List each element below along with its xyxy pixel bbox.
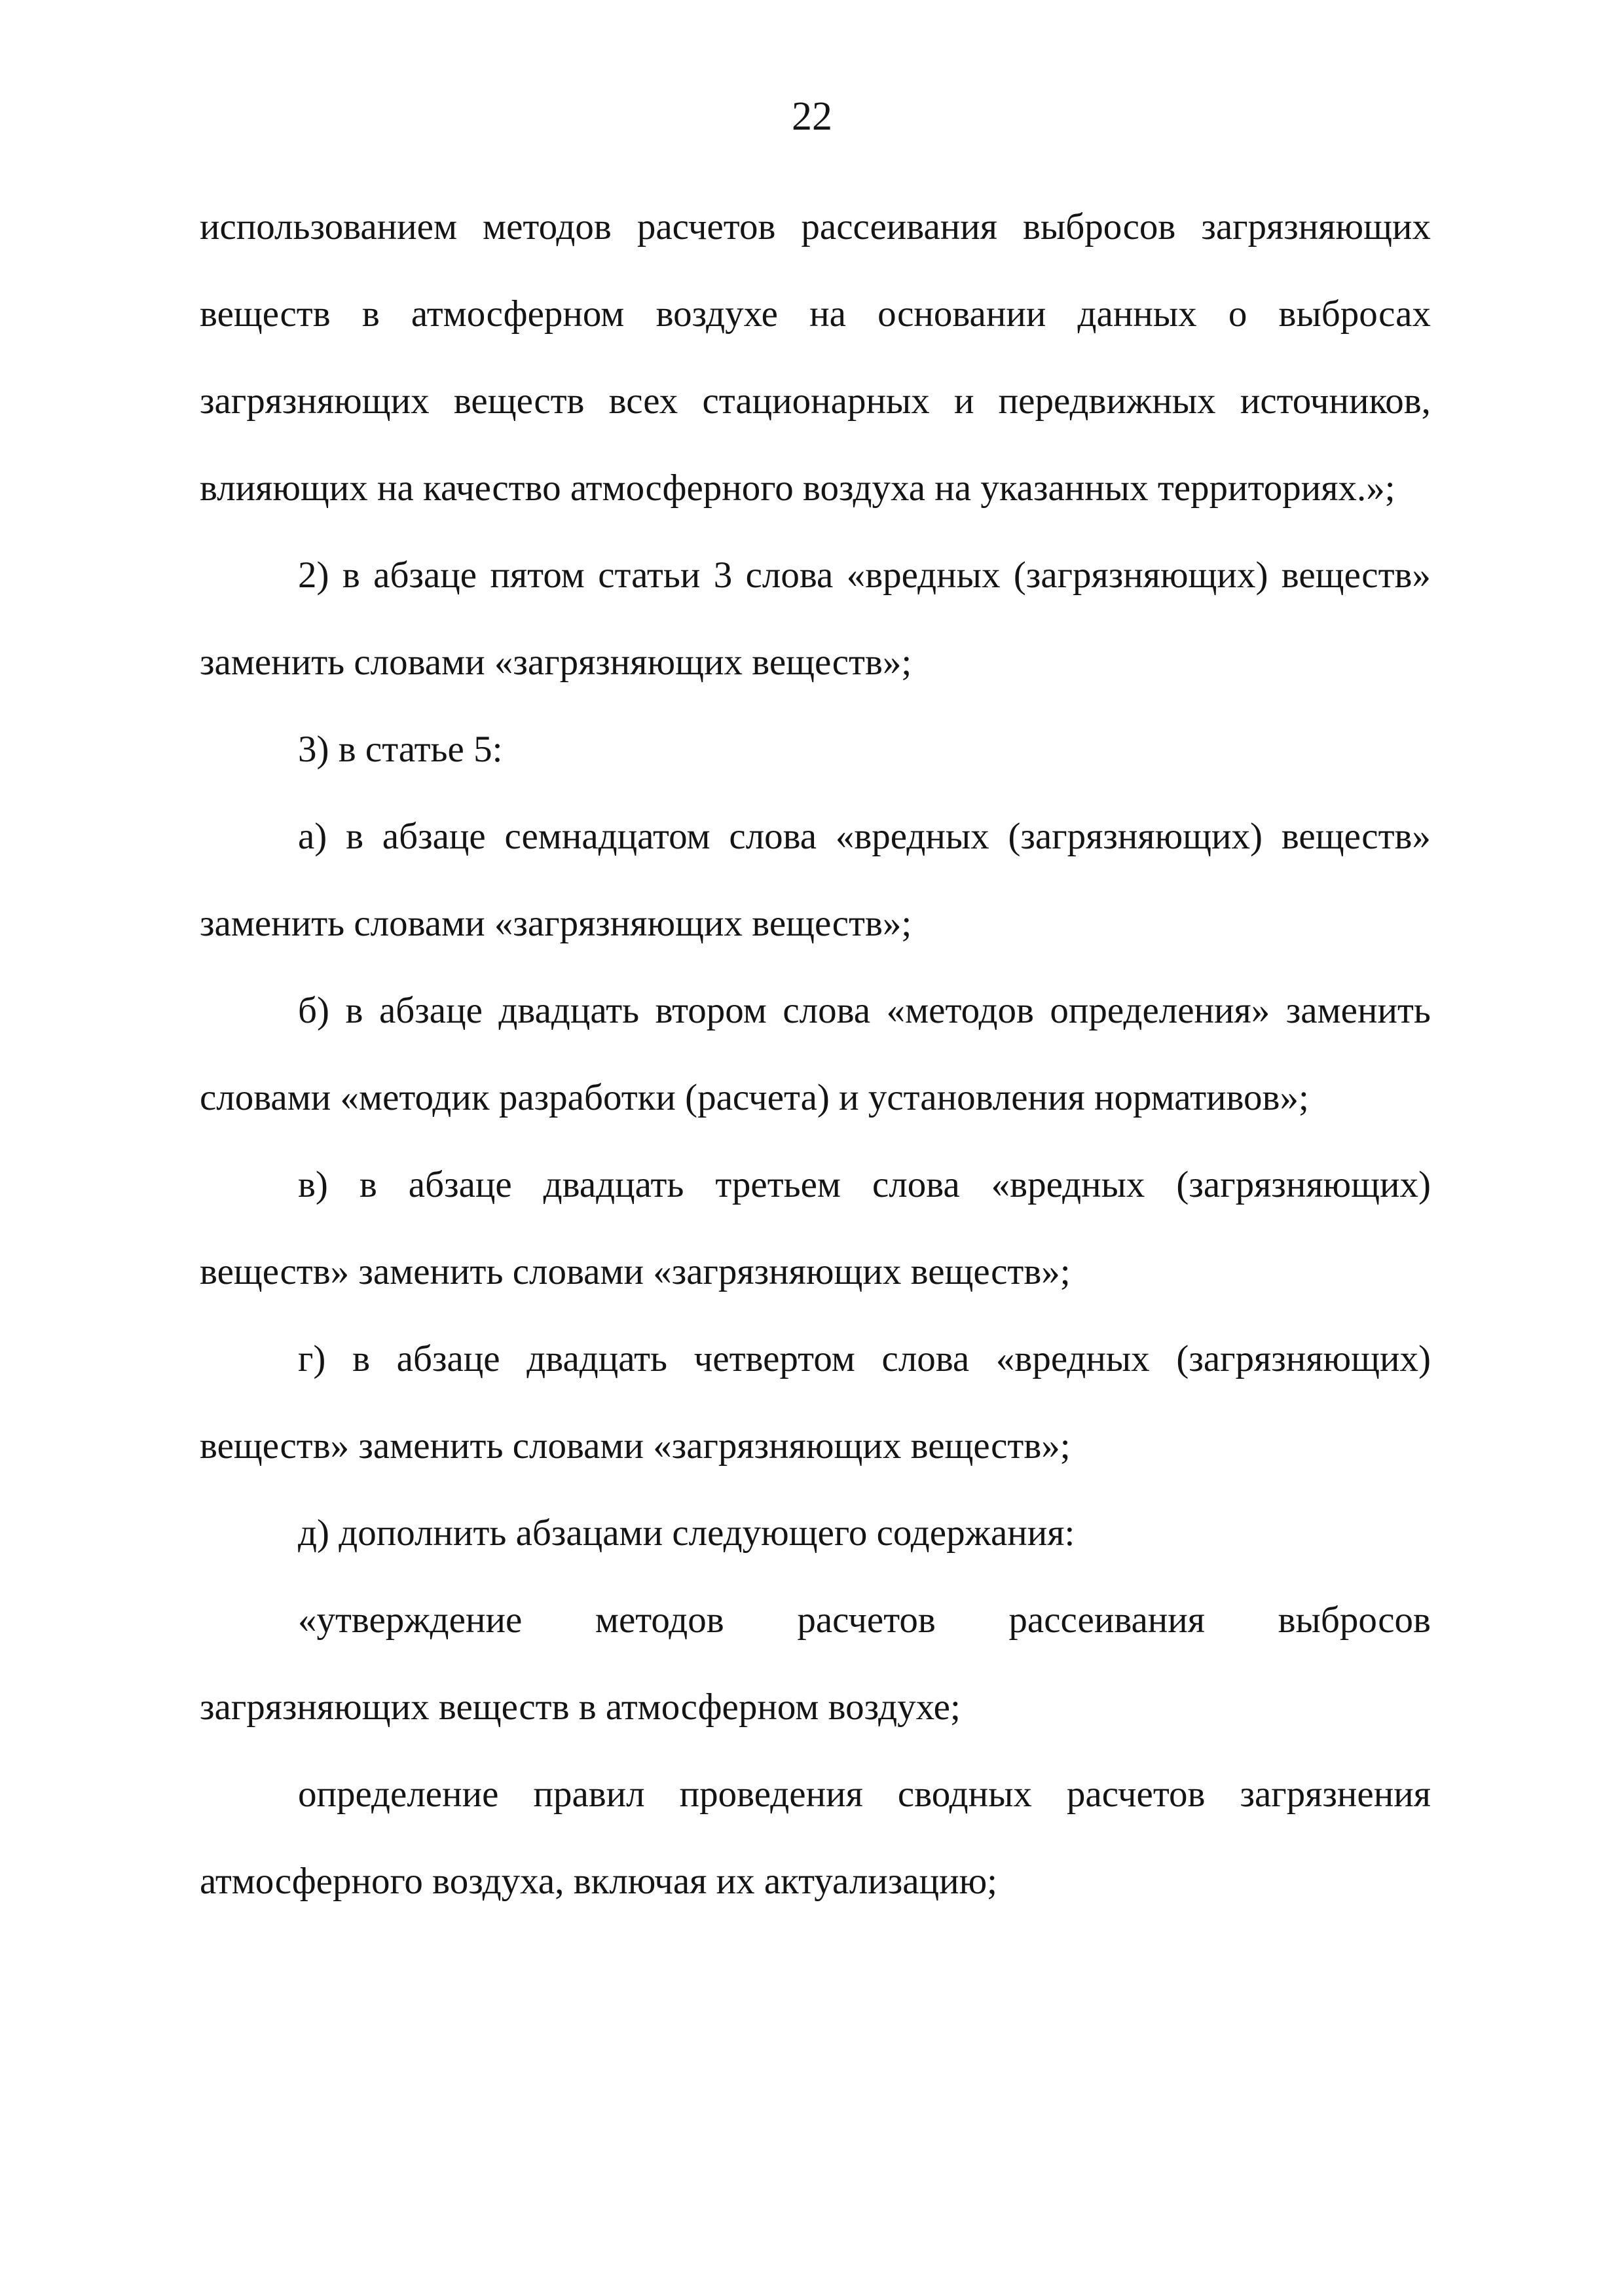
word: всех xyxy=(608,380,678,422)
word: веществ xyxy=(453,380,585,422)
word: в) xyxy=(298,1164,328,1205)
word: воздухе xyxy=(655,293,778,335)
text-line xyxy=(200,183,1431,270)
word: рассеивания xyxy=(1008,1599,1206,1641)
word: определение xyxy=(298,1774,499,1815)
line-text: атмосферного воздуха, включая их актуализацию; xyxy=(200,1861,998,1902)
word: абзаце xyxy=(396,1338,500,1379)
word: правил xyxy=(533,1774,645,1815)
word: определения» xyxy=(1050,990,1270,1031)
word: веществ» xyxy=(1281,816,1431,857)
text-line xyxy=(200,1576,1431,1664)
word: расчетов xyxy=(1066,1774,1206,1815)
text-line xyxy=(200,270,1431,357)
text-line xyxy=(200,1315,1431,1402)
document-body xyxy=(200,183,1431,1925)
word: в xyxy=(342,555,360,596)
line-text: словами «методик разработки (расчета) и установления нормативов»; xyxy=(200,1077,1309,1118)
word: пятом xyxy=(490,555,585,596)
text-line xyxy=(200,1228,1431,1315)
line-text: заменить словами «загрязняющих веществ»; xyxy=(200,903,912,944)
word: слова xyxy=(745,555,834,596)
word: загрязняющих xyxy=(1201,206,1431,247)
text-line xyxy=(200,706,1431,793)
text-line xyxy=(200,1489,1431,1576)
word: источников, xyxy=(1240,380,1431,422)
text-line xyxy=(200,1054,1431,1141)
word: и xyxy=(953,380,974,422)
word: веществ xyxy=(200,293,331,335)
word: втором xyxy=(655,990,767,1031)
text-line xyxy=(200,532,1431,619)
word: в xyxy=(346,816,363,857)
text-line xyxy=(200,619,1431,706)
word: (загрязняющих) xyxy=(1176,1164,1431,1205)
word: «методов xyxy=(886,990,1034,1031)
word: методов xyxy=(595,1599,724,1641)
text-line xyxy=(200,1402,1431,1489)
text-line xyxy=(200,357,1431,445)
word: третьем xyxy=(715,1164,841,1205)
word: «вредных xyxy=(846,555,1001,596)
word: данных xyxy=(1077,293,1197,335)
word: в xyxy=(352,1338,370,1379)
word: а) xyxy=(298,816,327,857)
word: выбросах xyxy=(1278,293,1431,335)
word: основании xyxy=(877,293,1046,335)
word: заменить xyxy=(1285,990,1431,1031)
word: выбросов xyxy=(1278,1599,1431,1641)
word: абзаце xyxy=(378,990,483,1031)
word: (загрязняющих) xyxy=(1008,816,1263,857)
word: методов xyxy=(483,206,612,247)
word: веществ» xyxy=(1281,555,1431,596)
word: загрязнения xyxy=(1240,1774,1431,1815)
word: абзаце xyxy=(382,816,486,857)
word: абзаце xyxy=(373,555,477,596)
word: «вредных xyxy=(991,1164,1145,1205)
text-line xyxy=(200,793,1431,880)
word: четвертом xyxy=(693,1338,855,1379)
word: «утверждение xyxy=(298,1599,523,1641)
word: 3 xyxy=(713,555,733,596)
word: проведения xyxy=(679,1774,863,1815)
word: расчетов xyxy=(797,1599,936,1641)
page-number: 22 xyxy=(792,94,832,139)
line-text: веществ» заменить словами «загрязняющих веществ»; xyxy=(200,1425,1071,1467)
word: выбросов xyxy=(1023,206,1176,247)
word: «вредных xyxy=(995,1338,1150,1379)
word: (загрязняющих) xyxy=(1013,555,1268,596)
word: слова xyxy=(872,1164,960,1205)
word: б) xyxy=(298,990,329,1031)
line-text: загрязняющих веществ в атмосферном воздухе; xyxy=(200,1686,961,1728)
line-text: 3) в статье 5: xyxy=(298,729,503,770)
word: г) xyxy=(298,1338,326,1379)
word: слова xyxy=(729,816,817,857)
word: (загрязняющих) xyxy=(1176,1338,1431,1379)
word: в xyxy=(359,1164,377,1205)
line-text: д) дополнить абзацами следующего содержания: xyxy=(298,1512,1075,1554)
word: слова xyxy=(783,990,871,1031)
word: «вредных xyxy=(835,816,989,857)
word: статьи xyxy=(598,555,701,596)
text-line xyxy=(200,967,1431,1054)
word: 2) xyxy=(298,555,329,596)
word: использованием xyxy=(200,206,458,247)
word: атмосферном xyxy=(411,293,625,335)
word: на xyxy=(809,293,846,335)
text-line xyxy=(200,880,1431,967)
word: рассеивания xyxy=(801,206,997,247)
word: стационарных xyxy=(702,380,930,422)
line-text: влияющих на качество атмосферного воздуха на указанных территориях.»; xyxy=(200,467,1395,509)
line-text: заменить словами «загрязняющих веществ»; xyxy=(200,642,912,683)
word: в xyxy=(345,990,363,1031)
word: загрязняющих xyxy=(200,380,430,422)
word: семнадцатом xyxy=(504,816,710,857)
word: расчетов xyxy=(637,206,776,247)
text-line xyxy=(200,1664,1431,1751)
word: двадцать xyxy=(526,1338,667,1379)
word: передвижных xyxy=(998,380,1216,422)
word: в xyxy=(361,293,380,335)
text-line xyxy=(200,1751,1431,1838)
word: о xyxy=(1228,293,1247,335)
word: сводных xyxy=(897,1774,1032,1815)
word: абзаце xyxy=(408,1164,512,1205)
word: двадцать xyxy=(543,1164,684,1205)
text-line xyxy=(200,1141,1431,1228)
line-text: веществ» заменить словами «загрязняющих веществ»; xyxy=(200,1251,1071,1292)
word: слова xyxy=(881,1338,970,1379)
word: двадцать xyxy=(498,990,640,1031)
text-line xyxy=(200,445,1431,532)
text-line xyxy=(200,1838,1431,1925)
